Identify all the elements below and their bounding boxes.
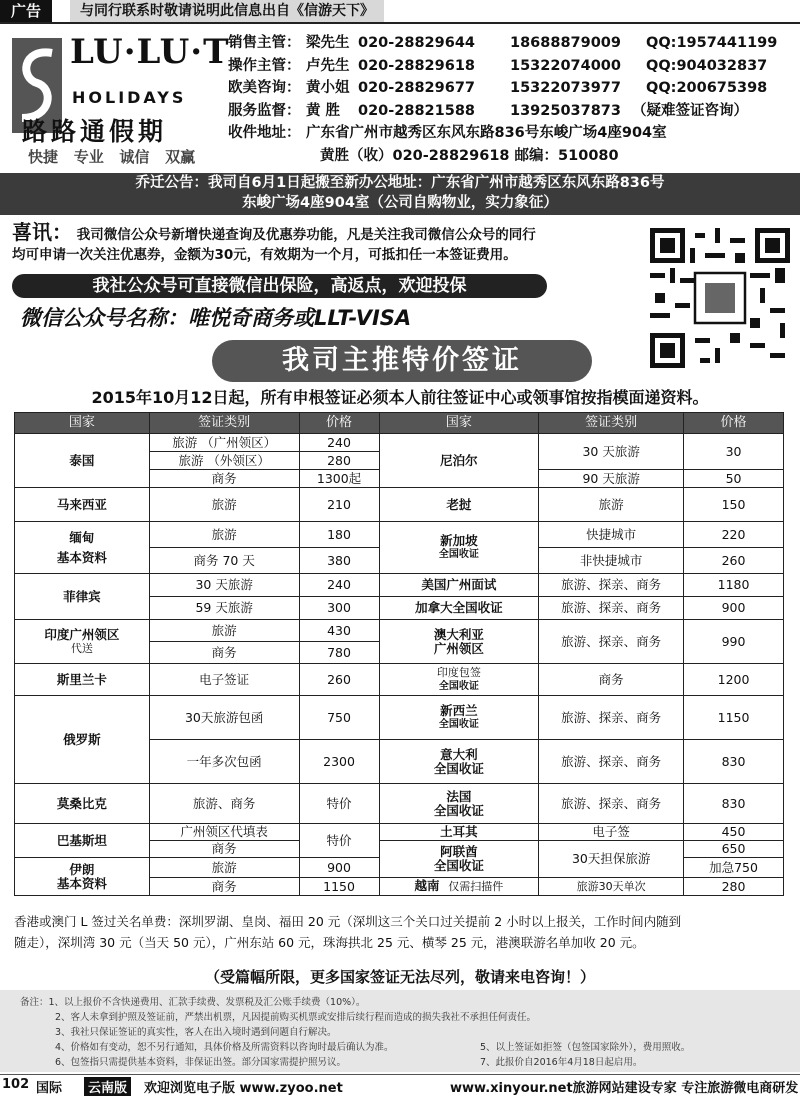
type-cell: 商务 70 天 xyxy=(149,548,299,574)
slogan-1: 快捷 xyxy=(28,148,59,166)
type-cell: 30天旅游包函 xyxy=(149,696,299,740)
contact-row xyxy=(228,55,798,78)
contact-name: 卢先生 xyxy=(306,57,350,74)
type-cell: 商务 xyxy=(149,642,299,664)
type-cell: 商务 xyxy=(149,878,299,896)
type-cell: 旅游 xyxy=(149,858,299,878)
contact-qq: QQ:200675398 xyxy=(646,80,768,96)
type-cell: 一年多次包函 xyxy=(149,740,299,784)
country-cell: 巴基斯坦 xyxy=(15,824,150,858)
price-cell: 430 xyxy=(299,620,379,642)
price-cell: 900 xyxy=(299,858,379,878)
country-cell xyxy=(15,620,150,664)
price-cell: 650 xyxy=(684,841,784,858)
price-cell: 150 xyxy=(684,488,784,522)
footer-section: 国际 xyxy=(36,1081,63,1096)
price-cell: 210 xyxy=(299,488,379,522)
country-name: 澳大利亚 xyxy=(433,626,484,642)
country-cell: 莫桑比克 xyxy=(15,784,150,824)
country-name: 缅甸 xyxy=(69,529,95,545)
country-cell xyxy=(379,664,539,696)
price-cell: 1180 xyxy=(684,574,784,597)
price-cell: 830 xyxy=(684,784,784,824)
contact-mobile: 15322074000 xyxy=(510,57,621,74)
col-type: 签证类别 xyxy=(149,413,299,434)
type-cell: 旅游、探亲、商务 xyxy=(539,740,684,784)
country-name: 越南 xyxy=(414,878,440,893)
type-cell: 旅游 xyxy=(149,522,299,548)
remark-2: 2、客人未拿到护照及签证前，严禁出机票，凡因提前购买机票或安排后续行程而造成的损失我社不承担任何责任。 xyxy=(55,1012,537,1023)
logo-brand: LU·LU·T xyxy=(70,32,230,72)
country-note: 全国收证 xyxy=(433,802,484,818)
country-name: 意大利 xyxy=(440,746,478,762)
col-price: 价格 xyxy=(299,413,379,434)
country-cell: 泰国 xyxy=(15,434,150,488)
col-type: 签证类别 xyxy=(539,413,684,434)
country-cell xyxy=(379,620,539,664)
type-cell: 广州领区代填表 xyxy=(149,824,299,841)
company-logo xyxy=(12,30,230,170)
country-cell xyxy=(15,522,150,574)
country-note: 广州领区 xyxy=(433,640,484,656)
contact-mobile: 13925037873 xyxy=(510,102,621,119)
price-cell: 280 xyxy=(684,878,784,896)
price-cell: 220 xyxy=(684,522,784,548)
relocation-notice xyxy=(0,173,800,215)
remark-4: 4、价格如有变动，恕不另行通知，具体价格及所需资料以咨询时最后确认为准。 xyxy=(55,1042,394,1053)
country-cell: 美国广州面试 xyxy=(379,574,539,597)
country-note: 全国收证 xyxy=(438,718,479,730)
type-cell: 旅游、商务 xyxy=(149,784,299,824)
remarks-block xyxy=(0,990,800,1072)
type-cell: 电子签 xyxy=(539,824,684,841)
country-cell xyxy=(379,841,539,878)
type-cell: 旅游 xyxy=(539,488,684,522)
visa-price-table xyxy=(14,412,784,896)
type-cell: 旅游、探亲、商务 xyxy=(539,696,684,740)
country-name: 阿联酋 xyxy=(440,844,478,859)
logo-slogan xyxy=(28,146,195,167)
contact-phone: 020-28829677 xyxy=(358,80,475,96)
col-country: 国家 xyxy=(379,413,539,434)
price-cell: 50 xyxy=(684,470,784,488)
footer-left-link[interactable]: 欢迎浏览电子版 www.zyoo.net xyxy=(144,1081,343,1096)
page-footer xyxy=(0,1074,800,1094)
price-cell: 特价 xyxy=(299,824,379,858)
type-cell: 非快捷城市 xyxy=(539,548,684,574)
contact-row xyxy=(228,32,798,55)
type-cell: 30 天旅游 xyxy=(539,434,684,470)
contact-name: 黄 胜 xyxy=(306,102,341,119)
type-cell: 电子签证 xyxy=(149,664,299,696)
logo-cn: 路路通假期 xyxy=(22,117,168,146)
country-note: 全国收证 xyxy=(433,858,484,873)
table-row xyxy=(15,784,784,824)
type-cell: 旅游 （广州领区） xyxy=(149,434,299,452)
contact-phone: 020-28821588 xyxy=(358,102,475,119)
type-cell: 90 天旅游 xyxy=(539,470,684,488)
contact-mobile: 18688879009 xyxy=(510,35,621,51)
news-line2: 均可申请一次关注优惠券，金额为30元，有效期为一个月，可抵扣任一本签证费用。 xyxy=(12,247,517,263)
price-cell: 750 xyxy=(299,696,379,740)
type-cell: 旅游30天单次 xyxy=(539,878,684,896)
type-cell: 商务 xyxy=(539,664,684,696)
address-line2: 黄胜（收）020-28829618 邮编：510080 xyxy=(320,147,619,164)
country-cell xyxy=(379,740,539,784)
col-country: 国家 xyxy=(15,413,150,434)
table-row xyxy=(15,664,784,696)
type-cell: 旅游、探亲、商务 xyxy=(539,574,684,597)
country-cell xyxy=(379,696,539,740)
remark-1: 备注：1、以上报价不含快递费用、汇款手续费、发票税及汇公账手续费（10%）。 xyxy=(20,997,366,1008)
country-name: 印度广州领区 xyxy=(44,626,120,642)
type-cell: 旅游、探亲、商务 xyxy=(539,597,684,620)
country-name: 伊朗 xyxy=(69,861,95,877)
country-name: 印度包签 xyxy=(436,665,481,679)
contact-label: 服务监督： xyxy=(228,102,301,119)
contact-label: 欧美咨询： xyxy=(228,80,301,96)
type-cell: 旅游、探亲、商务 xyxy=(539,620,684,664)
table-row xyxy=(15,620,784,642)
price-cell: 260 xyxy=(684,548,784,574)
logo-sub: HOLIDAYS xyxy=(72,88,187,107)
table-row xyxy=(15,434,784,452)
slogan-2: 专业 xyxy=(73,148,104,166)
schengen-rule: 2015年10月12日起，所有申根签证必须本人前往签证中心或领事馆按指模面递资料。 xyxy=(91,388,709,407)
country-cell xyxy=(379,878,539,896)
type-cell: 旅游 （外领区） xyxy=(149,452,299,470)
notice-line1: 乔迁公告：我司自6月1日起搬至新办公地址：广东省广州市越秀区东风东路836号 xyxy=(135,175,665,191)
price-cell: 240 xyxy=(299,434,379,452)
contact-mobile: 15322073977 xyxy=(510,80,621,96)
remark-5: 5、以上签证如拒签（包签国家除外），费用照收。 xyxy=(480,1042,691,1053)
qr-code-icon[interactable] xyxy=(650,228,790,368)
page-number: 102 xyxy=(2,1077,30,1092)
country-note: 全国收证 xyxy=(438,680,479,692)
hk-macau-fees xyxy=(14,911,784,953)
wechat-name: 微信公众号名称：唯悦奇商务或LLT-VISA xyxy=(20,306,412,330)
table-header-row xyxy=(15,413,784,434)
price-cell: 280 xyxy=(299,452,379,470)
insurance-pill: 我社公众号可直接微信出保险，高返点，欢迎投保 xyxy=(12,274,547,298)
country-cell: 尼泊尔 xyxy=(379,434,539,488)
country-cell: 俄罗斯 xyxy=(15,696,150,784)
contact-row xyxy=(228,100,798,123)
contact-qq: QQ:904032837 xyxy=(646,57,768,74)
country-cell xyxy=(379,522,539,574)
slogan-3: 诚信 xyxy=(119,148,150,166)
type-cell: 旅游、探亲、商务 xyxy=(539,784,684,824)
price-cell: 450 xyxy=(684,824,784,841)
type-cell: 30天担保旅游 xyxy=(539,841,684,878)
table-row xyxy=(15,522,784,548)
country-note: 基本资料 xyxy=(56,875,107,891)
table-row xyxy=(15,488,784,522)
price-cell: 780 xyxy=(299,642,379,664)
price-cell: 特价 xyxy=(299,784,379,824)
contact-label: 销售主管： xyxy=(228,35,301,51)
remark-6: 6、包签指只需提供基本资料，非保证出签。部分国家需提护照另议。 xyxy=(55,1057,347,1068)
remark-7: 7、此报价自2016年4月18日起启用。 xyxy=(480,1057,643,1068)
contact-name: 梁先生 xyxy=(306,35,350,51)
price-cell: 30 xyxy=(684,434,784,470)
table-row xyxy=(15,696,784,740)
country-note: 全国收证 xyxy=(438,548,479,560)
news-line1: 我司微信公众号新增快递查询及优惠券功能，凡是关注我司微信公众号的同行 xyxy=(76,227,536,243)
type-cell: 旅游 xyxy=(149,488,299,522)
country-note: 全国收证 xyxy=(433,760,484,776)
country-cell xyxy=(15,858,150,896)
price-cell: 1150 xyxy=(684,696,784,740)
price-cell: 1300起 xyxy=(299,470,379,488)
type-cell: 商务 xyxy=(149,470,299,488)
news-block xyxy=(12,222,642,265)
footer-right-link[interactable]: www.xinyour.net旅游网站建设专家 专注旅游微电商研发 xyxy=(450,1081,799,1096)
price-cell: 加急750 xyxy=(684,858,784,878)
price-cell: 380 xyxy=(299,548,379,574)
address-label: 收件地址： xyxy=(228,125,301,141)
country-name: 新加坡 xyxy=(440,532,478,548)
price-cell: 300 xyxy=(299,597,379,620)
country-name: 法国 xyxy=(446,788,472,804)
price-cell: 1200 xyxy=(684,664,784,696)
country-note: 代送 xyxy=(70,641,93,655)
price-cell: 1150 xyxy=(299,878,379,896)
country-cell xyxy=(379,784,539,824)
notice-line2: 东峻广场4座904室（公司自购物业，实力象征） xyxy=(242,195,558,211)
news-head: 喜讯： xyxy=(12,220,72,244)
slogan-4: 双赢 xyxy=(165,148,196,166)
consult-note: （受篇幅所限，更多国家签证无法尽列，敬请来电咨询！） xyxy=(204,968,595,986)
address-row-2 xyxy=(228,145,798,168)
price-cell: 900 xyxy=(684,597,784,620)
promo-banner: 我司主推特价签证 xyxy=(212,340,592,382)
country-name: 新西兰 xyxy=(440,702,478,718)
hk-line1: 香港或澳门 L 签过关名单费：深圳罗湖、皇岗、福田 20 元（深圳这三个关口过关提前 2 小时以上报关，工作时间内随到 xyxy=(14,914,682,929)
header-note: 与同行联系时敬请说明此信息出自《信游天下》 xyxy=(70,0,384,22)
country-note: 基本资料 xyxy=(56,549,107,565)
address-line1: 广东省广州市越秀区东风东路836号东峻广场4座904室 xyxy=(306,125,667,141)
contact-qq: （疑难签证咨询） xyxy=(632,102,748,119)
price-cell: 240 xyxy=(299,574,379,597)
remark-3: 3、我社只保证签证的真实性，客人在出入境时遇到问题自行解决。 xyxy=(55,1027,337,1038)
price-cell: 830 xyxy=(684,740,784,784)
address-row xyxy=(228,122,798,145)
col-price: 价格 xyxy=(684,413,784,434)
type-cell: 旅游 xyxy=(149,620,299,642)
country-note: 仅需扫描件 xyxy=(448,880,504,893)
ad-tag: 广告 xyxy=(0,0,52,22)
price-cell: 2300 xyxy=(299,740,379,784)
country-cell: 马来西亚 xyxy=(15,488,150,522)
contact-phone: 020-28829644 xyxy=(358,35,475,51)
edition-badge: 云南版 xyxy=(84,1077,131,1096)
type-cell: 59 天旅游 xyxy=(149,597,299,620)
price-cell: 990 xyxy=(684,620,784,664)
contact-row xyxy=(228,77,798,100)
type-cell: 30 天旅游 xyxy=(149,574,299,597)
type-cell: 商务 xyxy=(149,841,299,858)
country-cell: 老挝 xyxy=(379,488,539,522)
table-row xyxy=(15,824,784,841)
type-cell: 快捷城市 xyxy=(539,522,684,548)
price-cell: 260 xyxy=(299,664,379,696)
contact-name: 黄小姐 xyxy=(306,80,350,96)
country-cell: 土耳其 xyxy=(379,824,539,841)
contact-block xyxy=(228,32,798,167)
contact-phone: 020-28829618 xyxy=(358,57,475,74)
contact-qq: QQ:1957441199 xyxy=(646,35,778,51)
country-cell: 菲律宾 xyxy=(15,574,150,620)
country-cell: 加拿大全国收证 xyxy=(379,597,539,620)
contact-label: 操作主管： xyxy=(228,57,301,74)
country-cell: 斯里兰卡 xyxy=(15,664,150,696)
hk-line2: 随走），深圳湾 30 元（当天 50 元），广州东站 60 元，珠海拱北 25 元、横琴 25 元，港澳联游名单加收 20 元。 xyxy=(14,935,645,950)
price-cell: 180 xyxy=(299,522,379,548)
table-row xyxy=(15,574,784,597)
